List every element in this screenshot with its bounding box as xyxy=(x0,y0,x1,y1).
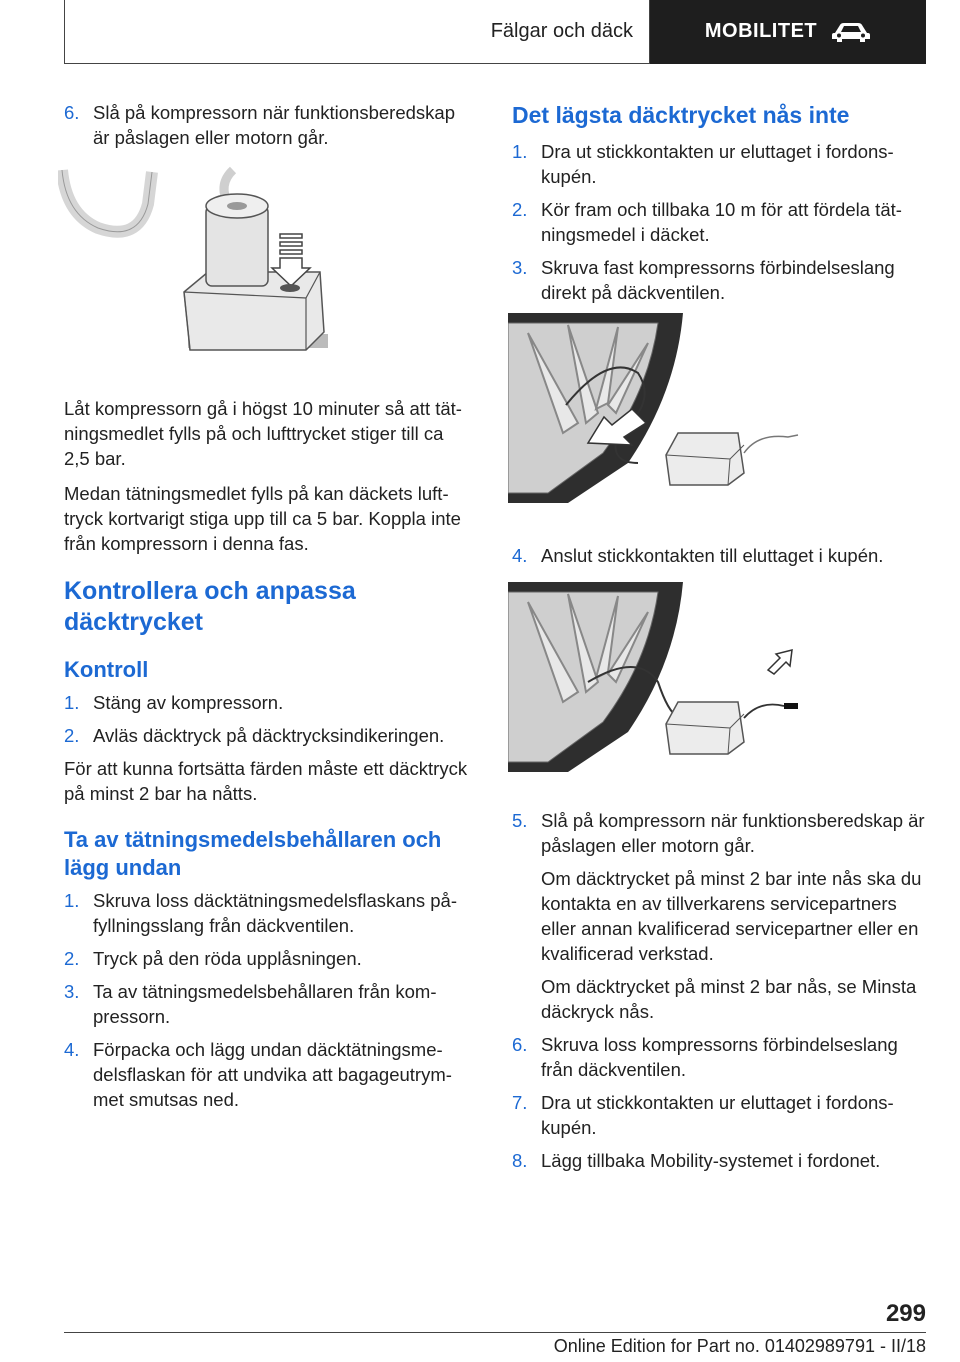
right-column xyxy=(512,100,926,1181)
step-text: Lägg tillbaka Mobility-systemet i fordonet. xyxy=(541,1150,881,1171)
list-item xyxy=(512,197,926,247)
compressor-illustration xyxy=(58,164,358,370)
list-item xyxy=(512,139,926,189)
list-item xyxy=(512,1148,926,1173)
paragraph: För att kunna fortsätta färden måste ett däcktryck på minst 2 bar ha nåtts. xyxy=(64,758,468,804)
list-item xyxy=(512,543,926,568)
list-item xyxy=(512,255,926,305)
step-number: 8. xyxy=(512,1150,528,1171)
header-section xyxy=(64,0,650,64)
step-number: 6. xyxy=(512,1034,528,1055)
step-text: Tryck på den röda upplåsningen. xyxy=(93,948,362,969)
step-text: Slå på kompressorn när funktionsberedskap är påslagen eller motorn går. xyxy=(93,102,455,148)
left-column xyxy=(64,100,474,1120)
list-item xyxy=(64,946,474,971)
step-text: Ta av tätningsmedelsbehållaren från kompressorn. xyxy=(93,981,437,1027)
list-item xyxy=(64,723,474,748)
section-heading: Kontrollera och anpassa däcktrycket xyxy=(64,577,356,636)
paragraph: Låt kompressorn gå i högst 10 minuter så att tätningsmedlet fylls på och lufttrycket stiger till ca 2,5 bar. xyxy=(64,398,462,469)
step-number: 6. xyxy=(64,102,80,123)
subheading: Kontroll xyxy=(64,657,149,682)
step-text: Avläs däcktryck på däcktrycksindikeringen. xyxy=(93,725,445,746)
step-number: 5. xyxy=(512,810,528,831)
step-number: 2. xyxy=(64,725,80,746)
step-number: 1. xyxy=(512,141,528,162)
list-item xyxy=(512,1032,926,1082)
wheel-compressor-illustration xyxy=(508,313,808,503)
wheel-compressor-plug-illustration xyxy=(508,582,808,772)
step-text: Anslut stickkontakten till eluttaget i kupén. xyxy=(541,545,884,566)
step-number: 1. xyxy=(64,890,80,911)
list-item xyxy=(64,100,474,150)
step-text: Skruva loss däcktätningsmedelsflaskans påfyllningsslang från däckventilen. xyxy=(93,890,458,936)
step-text: Förpacka och lägg undan däcktätningsmedelsflaskan för att undvika att bagageutrymmet smutsas ned. xyxy=(93,1039,452,1110)
step-number: 3. xyxy=(512,257,528,278)
step-number: 2. xyxy=(512,199,528,220)
subheading: Ta av tätningsmedelsbehållaren och lägg undan xyxy=(64,827,442,880)
list-item xyxy=(512,1090,926,1140)
list-item xyxy=(64,979,474,1029)
list-item xyxy=(64,1037,474,1112)
list-item xyxy=(64,888,474,938)
step-text: Dra ut stickkontakten ur eluttaget i fordonskupén. xyxy=(541,141,894,187)
step-note: Om däcktrycket på minst 2 bar nås, se Minsta däckryck nås. xyxy=(541,976,917,1022)
section-title: Fälgar och däck xyxy=(490,20,633,42)
step-text: Skruva fast kompressorns förbindelseslang direkt på däckventilen. xyxy=(541,257,895,303)
list-item xyxy=(512,808,926,858)
header-chapter xyxy=(650,0,926,64)
edition-text: Online Edition for Part no. 01402989791 - II/18 xyxy=(553,1336,926,1356)
step-number: 3. xyxy=(64,981,80,1002)
step-note: Om däcktrycket på minst 2 bar inte nås ska du kontakta en av tillverkarens servicepartners eller annan kvalificerad servicepartner eller en kvalificerad verkstad. xyxy=(541,868,922,964)
section-heading: Det lägsta däcktrycket nås inte xyxy=(512,102,850,128)
list-item xyxy=(64,690,474,715)
page-number: 299 xyxy=(885,1300,926,1327)
step-number: 7. xyxy=(512,1092,528,1113)
step-number: 1. xyxy=(64,692,80,713)
chapter-title: MOBILITET xyxy=(704,20,818,42)
step-number: 4. xyxy=(512,545,528,566)
car-icon xyxy=(831,21,871,43)
step-text: Skruva loss kompressorns förbindelseslang från däckventilen. xyxy=(541,1034,898,1080)
step-number: 2. xyxy=(64,948,80,969)
paragraph: Medan tätningsmedlet fylls på kan däckets lufttryck kortvarigt stiga upp till ca 5 bar. Koppla inte från kompressorn i denna fas. xyxy=(64,483,461,554)
step-number: 4. xyxy=(64,1039,80,1060)
step-text: Dra ut stickkontakten ur eluttaget i fordonskupén. xyxy=(541,1092,894,1138)
footer-divider xyxy=(64,1332,926,1333)
step-text: Kör fram och tillbaka 10 m för att fördela tätningsmedel i däcket. xyxy=(541,199,902,245)
step-text: Stäng av kompressorn. xyxy=(93,692,284,713)
step-text: Slå på kompressorn när funktionsberedskap är påslagen eller motorn går. xyxy=(541,810,925,856)
